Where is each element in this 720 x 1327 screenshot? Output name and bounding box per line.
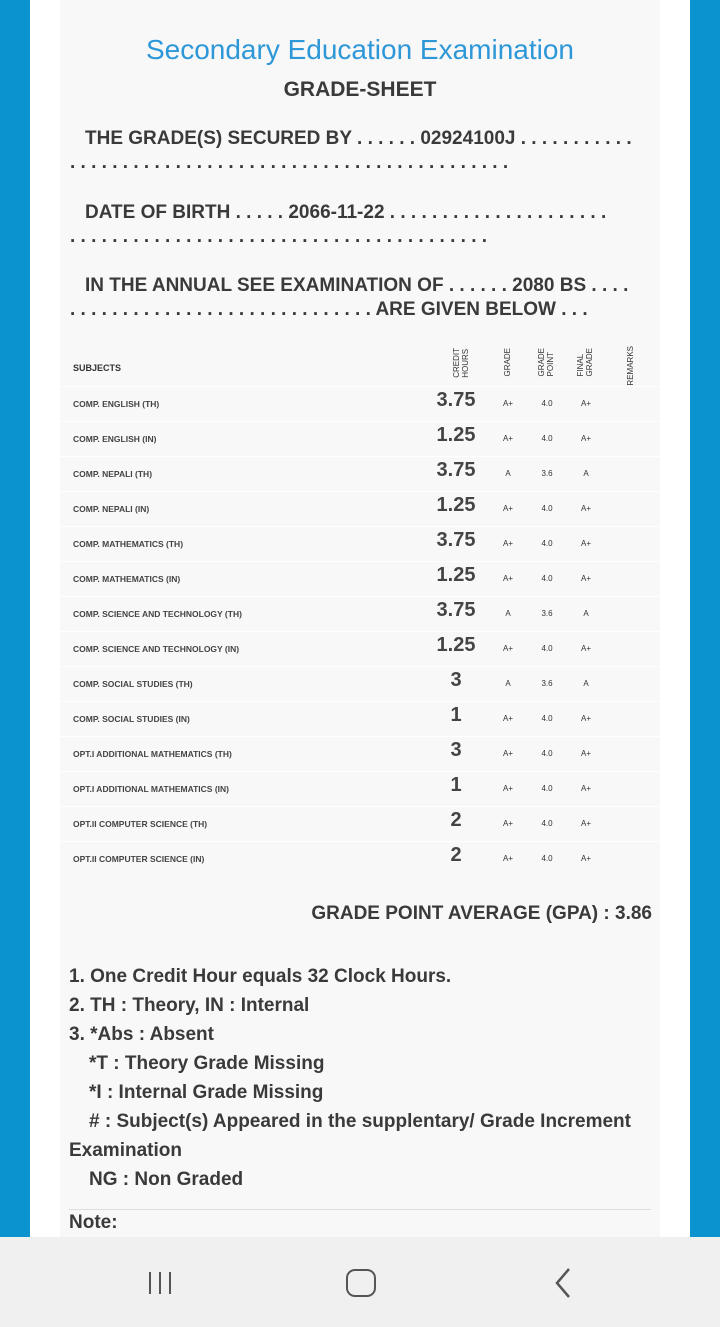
table-header bbox=[60, 340, 660, 390]
final-grade: A+ bbox=[580, 714, 591, 723]
grade-sheet bbox=[60, 0, 660, 1237]
final-grade: A bbox=[583, 609, 589, 618]
header-remarks: REMARKS bbox=[626, 346, 635, 386]
android-nav-bar bbox=[0, 1237, 720, 1327]
final-grade: A bbox=[583, 469, 589, 478]
header-grade-point: GRADE POINT bbox=[537, 348, 555, 377]
note-item: Examination bbox=[69, 1140, 182, 1161]
credit-hours: 1.25 bbox=[436, 564, 476, 586]
note-item: *I : Internal Grade Missing bbox=[89, 1082, 324, 1103]
left-border bbox=[0, 0, 30, 1237]
grade: A+ bbox=[502, 504, 513, 513]
grade: A bbox=[505, 679, 511, 688]
credit-hours: 3.75 bbox=[436, 389, 476, 411]
subject-name: COMP. SCIENCE AND TECHNOLOGY (TH) bbox=[73, 609, 242, 619]
subject-name: OPT.I ADDITIONAL MATHEMATICS (IN) bbox=[73, 784, 229, 794]
final-grade: A+ bbox=[580, 854, 591, 863]
final-grade: A bbox=[583, 679, 589, 688]
back-button[interactable] bbox=[553, 1267, 573, 1299]
table-row bbox=[60, 526, 660, 561]
credit-hours: 1 bbox=[450, 704, 462, 726]
credit-hours: 3.75 bbox=[436, 599, 476, 621]
table-row bbox=[60, 491, 660, 526]
note-item: 1. One Credit Hour equals 32 Clock Hours. bbox=[69, 966, 452, 987]
table-row bbox=[60, 421, 660, 456]
header-grade: GRADE bbox=[503, 348, 512, 377]
subject-name: COMP. MATHEMATICS (TH) bbox=[73, 539, 184, 549]
table-row bbox=[60, 596, 660, 631]
subject-name: OPT.II COMPUTER SCIENCE (TH) bbox=[73, 819, 208, 829]
right-border bbox=[690, 0, 720, 1237]
grade-point: 3.6 bbox=[541, 609, 553, 618]
note-item: 3. *Abs : Absent bbox=[69, 1024, 214, 1045]
divider bbox=[69, 1209, 651, 1210]
final-grade: A+ bbox=[580, 574, 591, 583]
final-grade: A+ bbox=[580, 539, 591, 548]
grade: A+ bbox=[502, 784, 513, 793]
grade-point: 4.0 bbox=[541, 399, 553, 408]
subject-name: COMP. NEPALI (TH) bbox=[73, 469, 153, 479]
grade: A bbox=[505, 609, 511, 618]
table-row bbox=[60, 666, 660, 701]
table-row bbox=[60, 631, 660, 666]
grade-point: 4.0 bbox=[541, 819, 553, 828]
grade-point: 4.0 bbox=[541, 749, 553, 758]
grade-point: 4.0 bbox=[541, 784, 553, 793]
credit-hours: 1 bbox=[450, 774, 462, 796]
credit-hours: 3.75 bbox=[436, 529, 476, 551]
final-grade: A+ bbox=[580, 434, 591, 443]
notes bbox=[69, 962, 654, 1194]
credit-hours: 3.75 bbox=[436, 459, 476, 481]
grade-point: 4.0 bbox=[541, 854, 553, 863]
table-row bbox=[60, 771, 660, 806]
final-grade: A+ bbox=[580, 819, 591, 828]
grade: A+ bbox=[502, 749, 513, 758]
credit-hours: 2 bbox=[450, 809, 462, 831]
header-credit-hours: CREDIT HOURS bbox=[452, 348, 470, 378]
final-grade: A+ bbox=[580, 784, 591, 793]
grade-point: 4.0 bbox=[541, 504, 553, 513]
table-row bbox=[60, 736, 660, 771]
table-row bbox=[60, 806, 660, 841]
grade: A+ bbox=[502, 854, 513, 863]
final-grade: A+ bbox=[580, 644, 591, 653]
subject-name: COMP. NEPALI (IN) bbox=[73, 504, 150, 514]
table-row bbox=[60, 456, 660, 491]
header-subjects: SUBJECTS bbox=[73, 363, 122, 373]
grade: A+ bbox=[502, 539, 513, 548]
credit-hours: 3 bbox=[450, 669, 462, 691]
secured-by-dots: . . . . . . . . . . . . . . . . . . . . . . . . . . . . . . . . . . . . . . . . . . bbox=[70, 152, 509, 173]
grade: A+ bbox=[502, 434, 513, 443]
grade-point: 4.0 bbox=[541, 434, 553, 443]
subject-name: COMP. ENGLISH (IN) bbox=[73, 434, 157, 444]
credit-hours: 3 bbox=[450, 739, 462, 761]
credit-hours: 1.25 bbox=[436, 424, 476, 446]
home-button[interactable] bbox=[346, 1269, 376, 1297]
subject-name: COMP. SOCIAL STUDIES (IN) bbox=[73, 714, 190, 724]
note-label: Note: bbox=[69, 1212, 118, 1233]
credit-hours: 2 bbox=[450, 844, 462, 866]
subject-name: COMP. MATHEMATICS (IN) bbox=[73, 574, 181, 584]
grade-point: 4.0 bbox=[541, 644, 553, 653]
secured-by: THE GRADE(S) SECURED BY . . . . . . 02924100J . . . . . . . . . . . bbox=[85, 128, 632, 149]
subject-name: COMP. SCIENCE AND TECHNOLOGY (IN) bbox=[73, 644, 240, 654]
grade: A+ bbox=[502, 644, 513, 653]
note-item: # : Subject(s) Appeared in the supplentary/ Grade Increment bbox=[89, 1111, 631, 1132]
recent-apps-button[interactable] bbox=[147, 1270, 173, 1296]
final-grade: A+ bbox=[580, 399, 591, 408]
credit-hours: 1.25 bbox=[436, 634, 476, 656]
grade: A bbox=[505, 469, 511, 478]
subject-name: COMP. ENGLISH (TH) bbox=[73, 399, 160, 409]
grade-point: 4.0 bbox=[541, 714, 553, 723]
grade: A+ bbox=[502, 819, 513, 828]
subject-name: OPT.I ADDITIONAL MATHEMATICS (TH) bbox=[73, 749, 232, 759]
dob-dots: . . . . . . . . . . . . . . . . . . . . . . . . . . . . . . . . . . . . . . . . bbox=[70, 226, 488, 247]
exam-year: IN THE ANNUAL SEE EXAMINATION OF . . . . . . 2080 BS . . . . bbox=[85, 275, 629, 296]
final-grade: A+ bbox=[580, 504, 591, 513]
credit-hours: 1.25 bbox=[436, 494, 476, 516]
table-row bbox=[60, 561, 660, 596]
page-title: Secondary Education Examination bbox=[145, 34, 575, 65]
grade-point: 3.6 bbox=[541, 469, 553, 478]
header-final-grade: FINAL GRADE bbox=[576, 348, 594, 377]
grade: A+ bbox=[502, 574, 513, 583]
table-row bbox=[60, 701, 660, 736]
date-of-birth: DATE OF BIRTH . . . . . 2066-11-22 . . . . . . . . . . . . . . . . . . . . . bbox=[85, 202, 607, 223]
subject-name: COMP. SOCIAL STUDIES (TH) bbox=[73, 679, 193, 689]
exam-line: . . . . . . . . . . . . . . . . . . . . . . . . . . . . . ARE GIVEN BELOW . . . bbox=[70, 299, 588, 320]
grade-point: 4.0 bbox=[541, 574, 553, 583]
gpa: GRADE POINT AVERAGE (GPA) : 3.86 bbox=[311, 903, 652, 924]
table-row bbox=[60, 841, 660, 876]
subject-name: OPT.II COMPUTER SCIENCE (IN) bbox=[73, 854, 205, 864]
note-item: NG : Non Graded bbox=[89, 1169, 244, 1190]
final-grade: A+ bbox=[580, 749, 591, 758]
table-row bbox=[60, 386, 660, 421]
note-item: 2. TH : Theory, IN : Internal bbox=[69, 995, 310, 1016]
note-item: *T : Theory Grade Missing bbox=[89, 1053, 325, 1074]
page-subtitle: GRADE-SHEET bbox=[283, 78, 437, 101]
grade-point: 4.0 bbox=[541, 539, 553, 548]
grade-point: 3.6 bbox=[541, 679, 553, 688]
grade: A+ bbox=[502, 714, 513, 723]
grade: A+ bbox=[502, 399, 513, 408]
